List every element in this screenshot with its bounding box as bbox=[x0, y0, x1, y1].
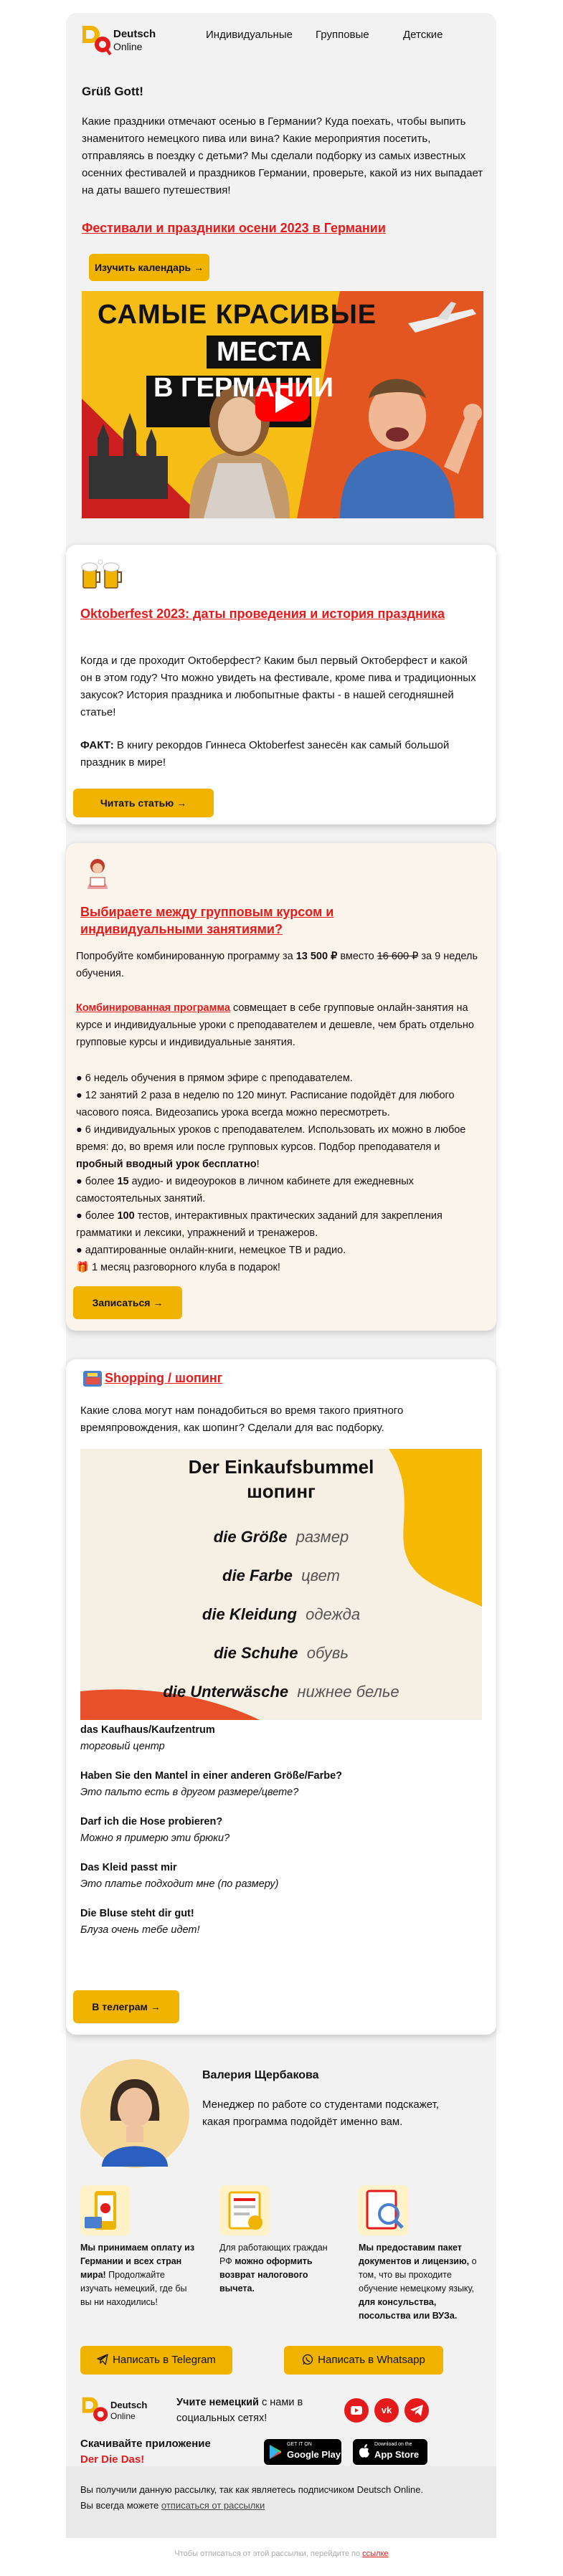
phrase-ru: Это пальто есть в другом размере/цвете? bbox=[80, 1787, 299, 1798]
youtube-icon[interactable] bbox=[344, 2398, 369, 2423]
vocab-de: die Schuhe bbox=[214, 1644, 298, 1662]
bullet-item: 🎁 1 месяц разговорного клуба в подарок! bbox=[76, 1262, 280, 1273]
telegram-social-icon[interactable] bbox=[404, 2398, 429, 2423]
enroll-button[interactable]: Записаться → bbox=[73, 1286, 182, 1319]
phrase-ru: Это платье подходит мне (по размеру) bbox=[80, 1878, 279, 1890]
unsubscribe-link[interactable]: отписаться от рассылки bbox=[161, 2500, 265, 2511]
oktoberfest-card bbox=[66, 545, 496, 824]
calendar-button[interactable]: Изучить календарь → bbox=[89, 254, 209, 281]
bullet-item: ● адаптированные онлайн-книги, немецкое ТВ и радио. bbox=[76, 1245, 346, 1256]
feature-text: Для работающих граждан РФ bbox=[219, 2243, 328, 2266]
vocab-subtitle: шопинг bbox=[247, 1481, 316, 1502]
logo-mark-icon bbox=[80, 2395, 109, 2425]
price-new: 13 500 ₽ bbox=[295, 951, 338, 962]
phrase-item bbox=[80, 1906, 482, 1952]
vocab-de: die Kleidung bbox=[202, 1605, 297, 1623]
phrase-item bbox=[80, 1814, 482, 1860]
logo[interactable] bbox=[80, 23, 181, 57]
offer-part3: за 9 недель обучения. bbox=[76, 951, 478, 979]
bullet-item: ● 6 недель обучения в прямом эфире с преподавателем. bbox=[76, 1073, 353, 1084]
feature-payment bbox=[80, 2241, 195, 2309]
fact-label: ФАКТ: bbox=[80, 739, 114, 751]
shopping-text: Какие слова могут нам понадобиться во время такого приятного времяпровождения, как шопинг? Сделали для вас подборку. bbox=[80, 1405, 404, 1434]
footer-logo-line1: Deutsch bbox=[110, 2400, 148, 2410]
whatsapp-icon bbox=[302, 2354, 313, 2365]
read-article-button[interactable]: Читать статью → bbox=[73, 789, 214, 817]
feature-bold: можно оформить возврат налогового вычета. bbox=[219, 2256, 313, 2294]
manager-avatar bbox=[80, 2059, 189, 2168]
phrase-ru: Блуза очень тебе идет! bbox=[80, 1924, 200, 1936]
logo-mark-icon bbox=[80, 23, 112, 56]
apple-icon bbox=[359, 2444, 370, 2458]
video-title-line1: САМЫЕ КРАСИВЫЕ bbox=[98, 300, 377, 330]
vocab-row bbox=[80, 1644, 482, 1683]
intro-text: Какие праздники отмечают осенью в Германии? Куда поехать, чтобы выпить знаменитого немецкого пива или вина? Какие мероприятия посетить, отправляясь в поездку с детьми? Мы сделали подборку из самых известных осенних фестивалей и праздников Германии, проверьте, какой из них выпадает на даты вашего путешествия! bbox=[82, 115, 483, 196]
combo-offer bbox=[76, 948, 485, 982]
vocab-de: die Farbe bbox=[222, 1567, 293, 1584]
phrase-item bbox=[80, 1768, 482, 1814]
feature-bold: Мы принимаем оплату из Германии и всех стран мира! bbox=[80, 2243, 195, 2280]
vocab-list bbox=[80, 1528, 482, 1720]
manager-name: Валерия Щербакова bbox=[202, 2069, 319, 2081]
vocab-ru: одежда bbox=[306, 1605, 361, 1623]
bullet-bold: пробный вводный урок бесплатно bbox=[76, 1159, 257, 1170]
oktoberfest-fact bbox=[80, 737, 482, 771]
manager-text: Менеджер по работе со студентами подскажет, какая программа подойдёт именно вам. bbox=[202, 2099, 439, 2128]
telegram-icon bbox=[97, 2354, 108, 2365]
phrase-list bbox=[80, 1722, 482, 1952]
notice-line2: Вы всегда можете bbox=[80, 2500, 161, 2511]
bullet-text: ● более bbox=[76, 1210, 118, 1222]
telegram-glyph bbox=[404, 2398, 429, 2423]
combo-program-link[interactable]: Комбинированная программа bbox=[76, 1002, 230, 1014]
documents-icon bbox=[359, 2185, 409, 2235]
vocab-image bbox=[80, 1449, 482, 1720]
vocab-row bbox=[80, 1605, 482, 1644]
combo-description bbox=[76, 999, 485, 1051]
vocab-title: Der Einkaufsbummel bbox=[188, 1456, 374, 1478]
combo-program-text: совмещает в себе групповые онлайн-занятия на курсе и индивидуальные уроки с преподавателем и дешевле, чем брать отдельно групповые курсы и индивидуальные занятия. bbox=[76, 1002, 474, 1048]
feature-tax bbox=[219, 2241, 341, 2296]
google-play-icon bbox=[270, 2445, 283, 2459]
bullet-text: ● 6 индивидуальных уроков с преподавателем. Использовать их можно в любое время: до, во время или после групповых курсов. Подбор преподавателя и bbox=[76, 1124, 466, 1153]
video-title-line2: МЕСТА bbox=[207, 336, 321, 369]
phrase-de: Das Kleid passt mir bbox=[80, 1862, 177, 1873]
bottom-text: Чтобы отписаться от этой рассылки, перейдите по bbox=[174, 2549, 363, 2558]
bullet-text: ● более bbox=[76, 1176, 118, 1187]
telegram-label: Написать в Telegram bbox=[113, 2354, 216, 2366]
social-rest: с нами в социальных сетях! bbox=[176, 2397, 303, 2424]
tax-return-icon bbox=[219, 2185, 270, 2235]
bullet-end: аудио- и видеоуроков в личном кабинете для ежедневных самостоятельных занятий. bbox=[76, 1176, 414, 1204]
bullet-item bbox=[76, 1173, 485, 1207]
logo-name-line2: Online bbox=[113, 41, 143, 52]
phrase-item bbox=[80, 1860, 482, 1906]
footer-logo-line2: Online bbox=[110, 2411, 136, 2421]
bottom-unsubscribe-text bbox=[0, 2549, 563, 2558]
nav-group[interactable]: Групповые bbox=[316, 29, 369, 41]
video-thumbnail[interactable] bbox=[82, 291, 483, 518]
bullet-item bbox=[76, 1121, 485, 1173]
bullet-item: ● 12 занятий 2 раза в неделю по 120 минут. Расписание подойдёт для любого часового пояса. Видеозапись урока всегда можно пересмотреть. bbox=[76, 1090, 455, 1118]
bullet-bold: 100 bbox=[117, 1210, 135, 1222]
bullet-end: тестов, интерактивных практических заданий для закрепления грамматики и лексики, упражнений и тренажеров. bbox=[76, 1210, 443, 1239]
app-store-button[interactable] bbox=[353, 2439, 427, 2465]
notice-text bbox=[80, 2482, 482, 2514]
phrase-item bbox=[80, 1722, 482, 1768]
payment-icon bbox=[80, 2185, 131, 2235]
notice-box bbox=[66, 2466, 496, 2538]
vocab-ru: размер bbox=[295, 1528, 349, 1546]
nav-kids[interactable]: Детские bbox=[403, 29, 443, 41]
app-label: Скачивайте приложение bbox=[80, 2438, 211, 2450]
oktoberfest-title[interactable]: Oktoberfest 2023: даты проведения и история праздника bbox=[80, 607, 445, 621]
phrase-ru: торговый центр bbox=[80, 1741, 165, 1752]
feature-bold: Мы предоставим пакет документов и лицензию, bbox=[359, 2243, 470, 2266]
vocab-ru: обувь bbox=[306, 1644, 349, 1662]
apple-small: Download on the bbox=[374, 2442, 412, 2447]
shopping-card bbox=[66, 1359, 496, 2035]
festivals-link[interactable]: Фестивали и праздники осени 2023 в Германии bbox=[82, 221, 386, 235]
vocab-row bbox=[80, 1683, 482, 1720]
vocab-de: die Größe bbox=[213, 1528, 288, 1546]
vocab-ru: цвет bbox=[301, 1567, 340, 1584]
shopping-title[interactable]: Shopping / шопинг bbox=[105, 1371, 223, 1385]
apple-big: App Store bbox=[374, 2449, 420, 2460]
phrase-de: Die Bluse steht dir gut! bbox=[80, 1908, 194, 1919]
greeting: Grüß Gott! bbox=[82, 85, 143, 98]
combo-program-card bbox=[66, 843, 496, 1331]
vocab-row bbox=[80, 1567, 482, 1605]
feature-text: о том, что вы проходите обучение немецкому языку, bbox=[359, 2256, 477, 2294]
combo-bullets bbox=[76, 1070, 485, 1276]
combo-title[interactable]: Выбираете между групповым курсом и индивидуальными занятиями? bbox=[80, 905, 334, 936]
social-text bbox=[176, 2395, 320, 2426]
vocab-ru: нижнее белье bbox=[297, 1683, 399, 1701]
bullet-bold: 15 bbox=[117, 1176, 129, 1187]
bottom-unsubscribe-link[interactable]: ссылке bbox=[362, 2549, 389, 2558]
phrase-de: Haben Sie den Mantel in einer anderen Größe/Farbe? bbox=[80, 1770, 342, 1782]
student-girl-icon bbox=[83, 856, 112, 890]
nav-individual[interactable]: Индивидуальные bbox=[206, 29, 293, 41]
vk-icon[interactable]: vk bbox=[374, 2398, 399, 2423]
offer-part1: Попробуйте комбинированную программу за bbox=[76, 951, 296, 962]
bullet-item bbox=[76, 1207, 485, 1242]
vocab-de: die Unterwäsche bbox=[163, 1683, 289, 1701]
social-bold: Учите немецкий bbox=[176, 2397, 259, 2408]
header-card bbox=[66, 13, 496, 523]
telegram-channel-button[interactable]: В телеграм → bbox=[73, 1990, 179, 2023]
phrase-de: Darf ich die Hose probieren? bbox=[80, 1816, 223, 1828]
shop-icon bbox=[83, 1371, 102, 1387]
write-whatsapp-button[interactable] bbox=[284, 2346, 443, 2375]
fact-text: В книгу рекордов Гиннеса Oktoberfest занесён как самый большой праздник в мире! bbox=[80, 739, 450, 769]
phrase-ru: Можно я примерю эти брюки? bbox=[80, 1833, 230, 1844]
google-big: Google Play bbox=[287, 2449, 341, 2460]
feature-bold2: для консульства, посольства или ВУЗа. bbox=[359, 2297, 458, 2321]
bullet-end: ! bbox=[256, 1159, 260, 1170]
beer-mugs-icon bbox=[80, 558, 125, 592]
feature-documents bbox=[359, 2241, 488, 2323]
google-small: GET IT ON bbox=[287, 2442, 312, 2447]
logo-name-line1: Deutsch bbox=[113, 28, 156, 40]
price-old: 16 600 ₽ bbox=[377, 951, 419, 962]
google-play-button[interactable] bbox=[264, 2439, 341, 2465]
write-telegram-button[interactable] bbox=[80, 2346, 232, 2375]
feature-text: Продолжайте изучать немецкий, где бы вы ни находились! bbox=[80, 2270, 187, 2307]
offer-part2: вместо bbox=[337, 951, 377, 962]
phrase-de: das Kaufhaus/Kaufzentrum bbox=[80, 1724, 215, 1736]
notice-line1: Вы получили данную рассылку, так как являетесь подписчиком Deutsch Online. bbox=[80, 2484, 424, 2495]
footer-logo[interactable] bbox=[80, 2395, 159, 2426]
app-name: Der Die Das! bbox=[80, 2453, 145, 2466]
youtube-glyph bbox=[344, 2398, 369, 2423]
oktoberfest-text: Когда и где проходит Октоберфест? Каким был первый Октоберфест и какой он в этом году? Что можно увидеть на фестивале, кроме пива и традиционных закусок? История праздника и любопытные факты - в нашей сегодняшней статье! bbox=[80, 655, 476, 718]
video-title-line3: В ГЕРМАНИИ bbox=[153, 373, 333, 403]
whatsapp-label: Написать в Whatsapp bbox=[318, 2354, 425, 2366]
vocab-row bbox=[80, 1528, 482, 1567]
